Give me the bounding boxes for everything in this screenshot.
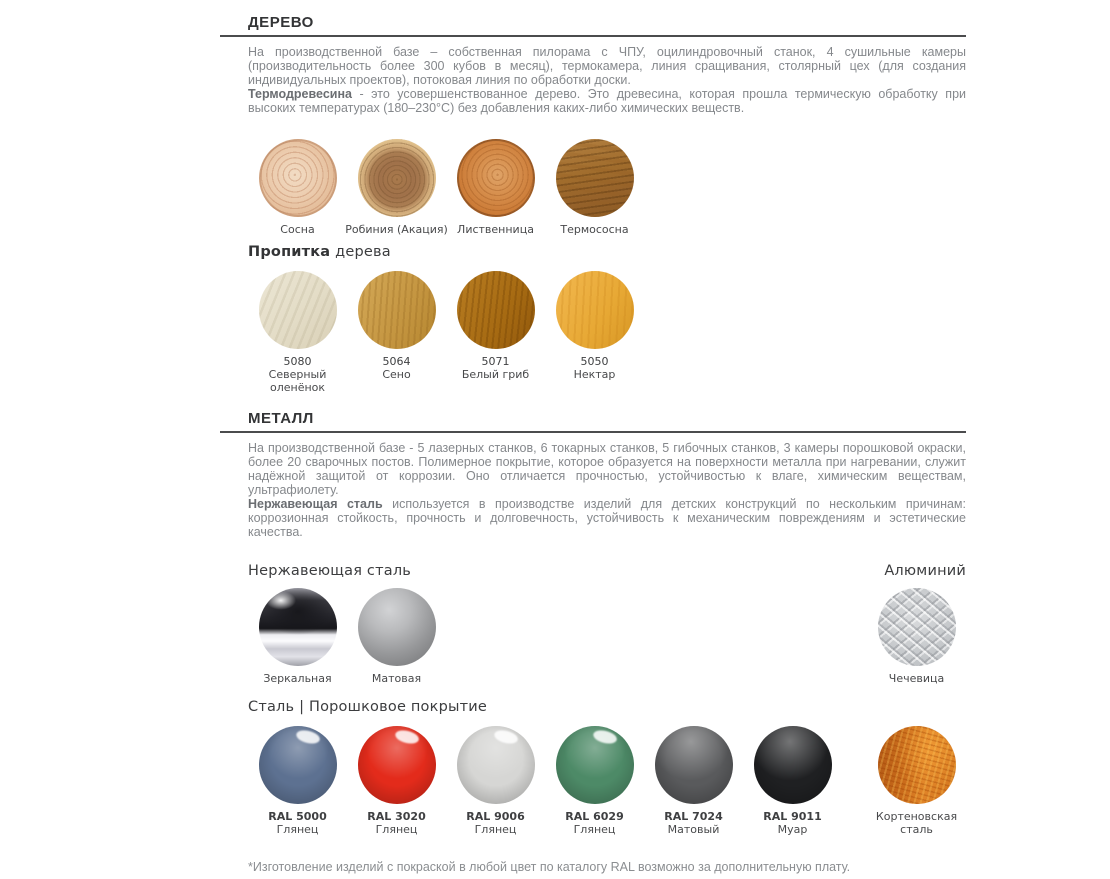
wood-section-rule xyxy=(220,35,966,37)
swatch-item-5071 xyxy=(446,271,545,381)
wood-thermo-paragraph xyxy=(248,87,966,115)
impregnation-title xyxy=(248,244,966,261)
metal-intro-paragraph: На производственной базе - 5 лазерных станков, 6 токарных станков, 5 гибочных станков, 3 камеры порошковой окраски, более 20 сварочных постов. Полимерное покрытие, которое образуется на поверхности металла при нагревании, служит надёжной защитой от коррозии. Оно отличается прочностью, устойчивостью к влаге, химическим веществам, ультрафиолету. xyxy=(248,441,966,497)
powder-coating-row xyxy=(248,726,966,836)
swatch-code: RAL 6029 xyxy=(565,810,624,823)
swatch-item-mirror-steel xyxy=(248,588,347,685)
content-column xyxy=(248,0,966,875)
swatch-item-ral-7024 xyxy=(644,726,743,836)
swatch-name: Северный оленёнок xyxy=(268,368,327,394)
wood-section xyxy=(248,14,966,394)
swatch-label: Робиния (Акация) xyxy=(345,223,448,236)
swatch-item-ral-6029 xyxy=(545,726,644,836)
thermo-rest: - это усовершенствованное дерево. Это древесина, которая прошла термическую обработку при высоких температурах (180–230°С) без добавления каких-либо химических веществ. xyxy=(248,87,966,115)
impregnation-5050-swatch xyxy=(556,271,634,349)
impregnation-5071-swatch xyxy=(457,271,535,349)
wood-species-row xyxy=(248,139,966,236)
ral-footnote: *Изготовление изделий с покраской в любой цвет по каталогу RAL возможно за дополнительную плату. xyxy=(248,860,851,874)
larch-wood-swatch xyxy=(457,139,535,217)
swatch-item-5064 xyxy=(347,271,446,381)
ral-9006-swatch xyxy=(457,726,535,804)
aluminium-lentil-swatch xyxy=(878,588,956,666)
swatch-label: Чечевица xyxy=(888,672,945,685)
metal-description xyxy=(248,441,966,539)
thermo-lead: Термодревесина xyxy=(248,87,352,101)
swatch-finish: Матовый xyxy=(667,823,720,836)
swatch-item-ral-9006 xyxy=(446,726,545,836)
ral-7024-swatch xyxy=(655,726,733,804)
swatch-code: RAL 3020 xyxy=(367,810,426,823)
wood-intro-paragraph: На производственной базе – собственная пилорама с ЧПУ, оцилиндровочный станок, 4 сушильные камеры (производительность более 300 кубов в месяц), термокамера, линия сращивания, столярный цех (для создания индивидуальных проектов), потоковая линия по обработки доски. xyxy=(248,45,966,87)
impregnation-5064-swatch xyxy=(358,271,436,349)
swatch-label: Зеркальная xyxy=(263,672,332,685)
impregnation-5080-swatch xyxy=(259,271,337,349)
swatch-item-ral-5000 xyxy=(248,726,347,836)
stainless-title: Нержавеющая сталь xyxy=(248,563,412,579)
swatch-item-corten-steel xyxy=(867,726,966,836)
swatch-finish: Муар xyxy=(777,823,808,836)
swatch-finish: Глянец xyxy=(276,823,319,836)
swatch-item-pine xyxy=(248,139,347,236)
swatch-item-5050 xyxy=(545,271,644,381)
powder-coating-title: Сталь | Порошковое покрытие xyxy=(248,699,488,715)
wood-section-title: ДЕРЕВО xyxy=(248,14,314,31)
swatch-label: Термососна xyxy=(560,223,629,236)
swatch-code: RAL 7024 xyxy=(664,810,723,823)
swatch-item-aluminium-lentil xyxy=(867,588,966,685)
pine-wood-swatch xyxy=(259,139,337,217)
ral-3020-swatch xyxy=(358,726,436,804)
swatch-code: 5064 xyxy=(382,355,411,368)
stainless-row xyxy=(248,588,966,685)
impregnation-title-lead: Пропитка xyxy=(248,244,331,260)
swatch-code: RAL 9011 xyxy=(763,810,822,823)
swatch-item-matte-steel xyxy=(347,588,446,685)
matte-steel-swatch xyxy=(358,588,436,666)
mirror-steel-swatch xyxy=(259,588,337,666)
swatch-item-5080 xyxy=(248,271,347,394)
swatch-label: Матовая xyxy=(371,672,422,685)
swatch-code: 5071 xyxy=(481,355,510,368)
thermopine-wood-swatch xyxy=(556,139,634,217)
wood-description xyxy=(248,45,966,115)
swatch-finish: Глянец xyxy=(474,823,517,836)
robinia-wood-swatch xyxy=(358,139,436,217)
swatch-code: 5080 xyxy=(283,355,312,368)
impregnation-title-rest: дерева xyxy=(330,244,391,260)
swatch-item-ral-9011 xyxy=(743,726,842,836)
stainless-paragraph xyxy=(248,497,966,539)
impregnation-row xyxy=(248,271,966,394)
metal-section xyxy=(248,410,966,875)
swatch-name: Нектар xyxy=(573,368,616,381)
metal-section-title: МЕТАЛЛ xyxy=(248,410,314,427)
swatch-label: Лиственница xyxy=(457,223,534,236)
swatch-name: Белый гриб xyxy=(461,368,530,381)
swatch-name: Сено xyxy=(382,368,411,381)
swatch-code: 5050 xyxy=(580,355,609,368)
stainless-rest: используется в производстве изделий для детских конструкций по нескольким причинам: коррозионная стойкость, прочность и долговечность, устойчивость к механическим повреждениям и эстетические качества. xyxy=(248,497,966,539)
swatch-item-thermopine xyxy=(545,139,644,236)
ral-6029-swatch xyxy=(556,726,634,804)
ral-9011-swatch xyxy=(754,726,832,804)
swatch-finish: Глянец xyxy=(573,823,616,836)
aluminium-title: Алюминий xyxy=(884,563,966,579)
swatch-item-larch xyxy=(446,139,545,236)
swatch-code: RAL 5000 xyxy=(268,810,327,823)
swatch-item-robinia xyxy=(347,139,446,236)
metal-section-rule xyxy=(220,431,966,433)
swatch-item-ral-3020 xyxy=(347,726,446,836)
ral-5000-swatch xyxy=(259,726,337,804)
swatch-label: Сосна xyxy=(280,223,315,236)
stainless-lead: Нержавеющая сталь xyxy=(248,497,383,511)
corten-name: Кортеновская сталь xyxy=(875,810,958,836)
swatch-finish: Глянец xyxy=(375,823,418,836)
swatch-code: RAL 9006 xyxy=(466,810,525,823)
corten-steel-swatch xyxy=(878,726,956,804)
stainless-aluminium-headings xyxy=(248,563,966,580)
swatch-name xyxy=(867,810,966,836)
